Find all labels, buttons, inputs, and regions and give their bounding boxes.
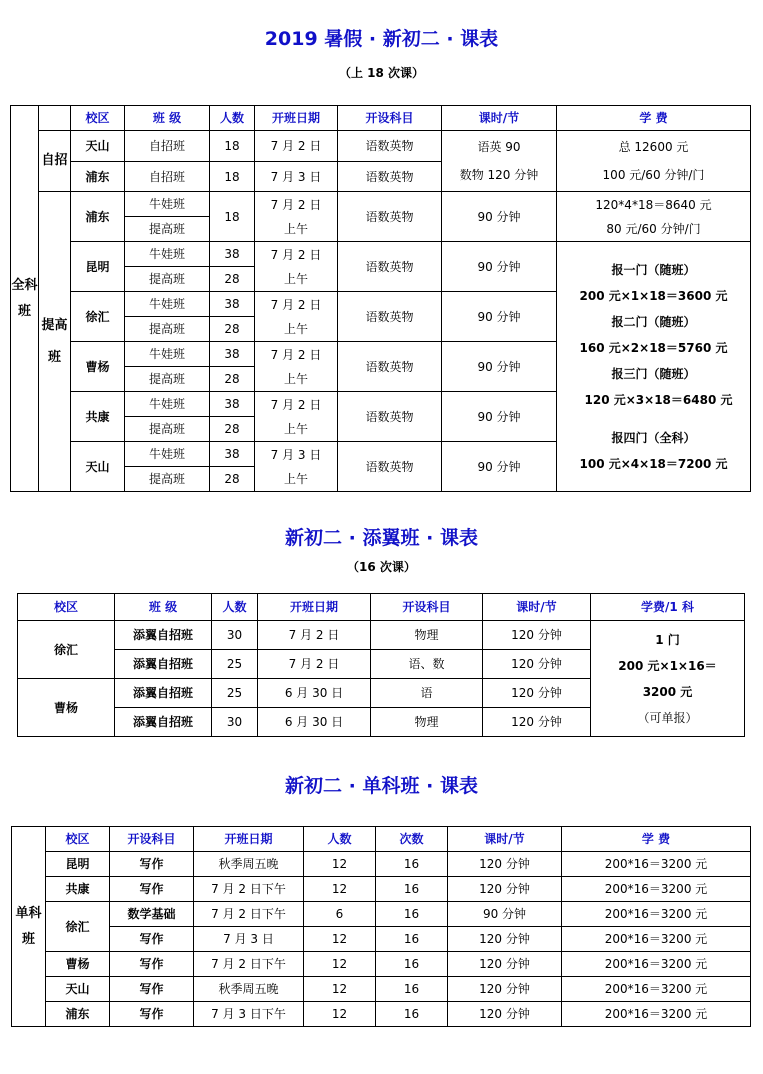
date-cell: 7 月 3 日 [255, 162, 338, 192]
subjects-cell: 语数英物 [338, 392, 442, 442]
count-cell: 18 [210, 131, 255, 162]
date-cell: 7 月 2 日 [255, 131, 338, 162]
subjects-cell: 语数英物 [338, 292, 442, 342]
date-cell [255, 292, 338, 342]
date-line: 7 月 2 日 [270, 247, 322, 262]
fee-cell [557, 131, 751, 192]
header-start-date: 开班日期 [255, 106, 338, 131]
fee-cell: 200*16＝3200 元 [562, 902, 751, 927]
campus-cell: 天山 [71, 131, 125, 162]
class-cell: 牛娃班 [125, 392, 210, 417]
subject-cell: 写作 [110, 977, 194, 1002]
subgroup-label-tigao: 提高班 [39, 192, 71, 492]
fee-line: 120*4*18＝8640 元 [595, 197, 712, 212]
header-campus: 校区 [71, 106, 125, 131]
count-cell: 6 [304, 902, 376, 927]
hours-cell: 120 分钟 [448, 952, 562, 977]
hours-line: 数物 120 分钟 [459, 168, 539, 182]
subject-cell: 写作 [110, 877, 194, 902]
date-cell [255, 442, 338, 492]
fee-line: 总 12600 元 [618, 140, 689, 154]
subject-cell: 写作 [110, 852, 194, 877]
date-cell: 秋季周五晚 [194, 977, 304, 1002]
hours-cell: 90 分钟 [442, 292, 557, 342]
subjects-cell: 语数英物 [338, 442, 442, 492]
header-subjects: 开设科目 [110, 827, 194, 852]
date-line: 7 月 3 日 [270, 447, 322, 462]
header-subjects: 开设科目 [338, 106, 442, 131]
subjects-cell: 语、数 [371, 650, 483, 679]
count-cell: 28 [210, 317, 255, 342]
group-label-single-subject: 单科班 [12, 827, 46, 1027]
header-start-date: 开班日期 [258, 594, 371, 621]
hours-cell: 90 分钟 [448, 902, 562, 927]
subjects-cell: 语数英物 [338, 192, 442, 242]
class-cell: 添翼自招班 [115, 621, 212, 650]
class-cell: 提高班 [125, 467, 210, 492]
count-cell: 12 [304, 1002, 376, 1027]
date-cell: 7 月 2 日下午 [194, 902, 304, 927]
fee-cell: 200*16＝3200 元 [562, 952, 751, 977]
date-cell: 7 月 2 日下午 [194, 952, 304, 977]
campus-cell: 曹杨 [46, 952, 110, 977]
header-hours: 课时/节 [448, 827, 562, 852]
date-line: 上午 [283, 371, 308, 386]
fee-cell: 200*16＝3200 元 [562, 1002, 751, 1027]
hours-cell: 90 分钟 [442, 192, 557, 242]
hours-cell: 120 分钟 [483, 679, 591, 708]
class-cell: 提高班 [125, 267, 210, 292]
count-cell: 12 [304, 927, 376, 952]
class-cell: 提高班 [125, 317, 210, 342]
date-cell [255, 242, 338, 292]
header-subjects: 开设科目 [371, 594, 483, 621]
full-subject-schedule-table [10, 105, 751, 492]
count-cell: 28 [210, 267, 255, 292]
header-hours: 课时/节 [442, 106, 557, 131]
campus-cell: 天山 [46, 977, 110, 1002]
header-blank [39, 106, 71, 131]
fee-cell: 200*16＝3200 元 [562, 977, 751, 1002]
fee-line: 80 元/60 分钟/门 [606, 221, 701, 236]
count-cell: 25 [212, 679, 258, 708]
subjects-cell: 语数英物 [338, 342, 442, 392]
count-cell: 38 [210, 442, 255, 467]
fee-line: 200 元×1×16＝ [618, 658, 717, 673]
hours-cell: 120 分钟 [483, 621, 591, 650]
count-cell: 28 [210, 467, 255, 492]
section1-title: 2019 暑假 · 新初二 · 课表 [264, 28, 499, 50]
class-cell: 牛娃班 [125, 242, 210, 267]
count-cell: 38 [210, 292, 255, 317]
campus-cell: 徐汇 [18, 621, 115, 679]
fee-line: 100 元×4×18＝7200 元 [579, 456, 728, 471]
header-start-date: 开班日期 [194, 827, 304, 852]
hours-line: 语英 90 [477, 140, 521, 154]
date-line: 上午 [283, 221, 308, 236]
fee-cell: 200*16＝3200 元 [562, 852, 751, 877]
hours-cell: 120 分钟 [448, 852, 562, 877]
class-cell: 添翼自招班 [115, 708, 212, 737]
campus-cell: 曹杨 [18, 679, 115, 737]
campus-cell: 徐汇 [71, 292, 125, 342]
class-cell: 自招班 [125, 131, 210, 162]
subjects-cell: 语数英物 [338, 162, 442, 192]
count-cell: 18 [210, 192, 255, 242]
hours-cell: 90 分钟 [442, 392, 557, 442]
section2-title: 新初二 · 添翼班 · 课表 [285, 527, 478, 549]
class-cell: 牛娃班 [125, 292, 210, 317]
header-campus: 校区 [46, 827, 110, 852]
header-fee: 学费/1 科 [591, 594, 745, 621]
fee-line: 1 门 [655, 632, 680, 647]
count-cell: 12 [304, 952, 376, 977]
hours-cell: 120 分钟 [448, 977, 562, 1002]
date-line: 上午 [283, 421, 308, 436]
date-cell: 7 月 2 日 [258, 650, 371, 679]
hours-cell: 120 分钟 [483, 650, 591, 679]
header-hours: 课时/节 [483, 594, 591, 621]
class-cell: 添翼自招班 [115, 679, 212, 708]
count-cell: 12 [304, 977, 376, 1002]
class-cell: 添翼自招班 [115, 650, 212, 679]
fee-line: 160 元×2×18＝5760 元 [579, 340, 728, 355]
fee-line: 120 元×3×18＝6480 元 [584, 392, 733, 407]
date-cell: 7 月 3 日 [194, 927, 304, 952]
times-cell: 16 [376, 927, 448, 952]
fee-line: 100 元/60 分钟/门 [602, 168, 705, 182]
count-cell: 30 [212, 621, 258, 650]
times-cell: 16 [376, 877, 448, 902]
fee-line: 报三门（随班） [611, 366, 696, 381]
count-cell: 12 [304, 877, 376, 902]
fee-cell: 200*16＝3200 元 [562, 877, 751, 902]
fee-line: （可单报） [637, 710, 698, 725]
hours-cell: 120 分钟 [448, 927, 562, 952]
header-count: 人数 [212, 594, 258, 621]
subject-cell: 写作 [110, 952, 194, 977]
fee-cell [557, 192, 751, 242]
campus-cell: 浦东 [46, 1002, 110, 1027]
header-fee: 学 费 [557, 106, 751, 131]
campus-cell: 昆明 [71, 242, 125, 292]
times-cell: 16 [376, 902, 448, 927]
fee-line: 报四门（全科） [611, 430, 696, 445]
class-cell: 牛娃班 [125, 192, 210, 217]
section3-title: 新初二 · 单科班 · 课表 [285, 775, 478, 797]
header-count: 人数 [304, 827, 376, 852]
header-class: 班 级 [125, 106, 210, 131]
hours-cell [442, 131, 557, 192]
header-class: 班 级 [115, 594, 212, 621]
fee-line: 报二门（随班） [611, 314, 696, 329]
campus-cell: 昆明 [46, 852, 110, 877]
fee-cell: 200*16＝3200 元 [562, 927, 751, 952]
class-cell: 提高班 [125, 417, 210, 442]
date-cell [255, 192, 338, 242]
subjects-cell: 语数英物 [338, 131, 442, 162]
count-cell: 28 [210, 417, 255, 442]
campus-cell: 天山 [71, 442, 125, 492]
times-cell: 16 [376, 977, 448, 1002]
date-line: 7 月 2 日 [270, 297, 322, 312]
subjects-cell: 语数英物 [338, 242, 442, 292]
count-cell: 30 [212, 708, 258, 737]
times-cell: 16 [376, 952, 448, 977]
campus-cell: 徐汇 [46, 902, 110, 952]
count-cell: 18 [210, 162, 255, 192]
hours-cell: 90 分钟 [442, 242, 557, 292]
class-cell: 自招班 [125, 162, 210, 192]
date-cell: 7 月 3 日下午 [194, 1002, 304, 1027]
subject-cell: 写作 [110, 927, 194, 952]
class-cell: 提高班 [125, 367, 210, 392]
fee-line: 3200 元 [642, 684, 693, 699]
hours-cell: 90 分钟 [442, 342, 557, 392]
subgroup-label-zizhao: 自招 [39, 131, 71, 192]
hours-cell: 120 分钟 [483, 708, 591, 737]
subject-cell: 写作 [110, 1002, 194, 1027]
campus-cell: 浦东 [71, 192, 125, 242]
date-cell [255, 342, 338, 392]
group-label-full-subject: 全科班 [11, 106, 39, 492]
header-fee: 学 费 [562, 827, 751, 852]
hours-cell: 120 分钟 [448, 1002, 562, 1027]
subjects-cell: 语 [371, 679, 483, 708]
campus-cell: 浦东 [71, 162, 125, 192]
date-cell: 6 月 30 日 [258, 679, 371, 708]
fee-line: 200 元×1×18＝3600 元 [579, 288, 728, 303]
header-count: 人数 [210, 106, 255, 131]
subject-cell: 数学基础 [110, 902, 194, 927]
count-cell: 25 [212, 650, 258, 679]
date-cell: 7 月 2 日下午 [194, 877, 304, 902]
tigao-fee-cell [557, 242, 751, 492]
tianyi-fee-cell [591, 621, 745, 737]
times-cell: 16 [376, 852, 448, 877]
date-cell: 6 月 30 日 [258, 708, 371, 737]
date-line: 上午 [283, 271, 308, 286]
count-cell: 38 [210, 392, 255, 417]
times-cell: 16 [376, 1002, 448, 1027]
header-times: 次数 [376, 827, 448, 852]
hours-cell: 120 分钟 [448, 877, 562, 902]
count-cell: 28 [210, 367, 255, 392]
single-subject-schedule-table [11, 826, 751, 1027]
date-line: 7 月 2 日 [270, 197, 322, 212]
date-line: 7 月 2 日 [270, 397, 322, 412]
fee-line: 报一门（随班） [611, 262, 696, 277]
tianyi-schedule-table [17, 593, 745, 737]
class-cell: 牛娃班 [125, 342, 210, 367]
subjects-cell: 物理 [371, 621, 483, 650]
class-cell: 提高班 [125, 217, 210, 242]
date-cell: 秋季周五晚 [194, 852, 304, 877]
date-line: 上午 [283, 471, 308, 486]
date-line: 7 月 2 日 [270, 347, 322, 362]
campus-cell: 曹杨 [71, 342, 125, 392]
hours-cell: 90 分钟 [442, 442, 557, 492]
date-line: 上午 [283, 321, 308, 336]
subjects-cell: 物理 [371, 708, 483, 737]
count-cell: 12 [304, 852, 376, 877]
class-cell: 牛娃班 [125, 442, 210, 467]
section1-subtitle: （上 18 次课） [338, 66, 425, 80]
campus-cell: 共康 [71, 392, 125, 442]
date-cell: 7 月 2 日 [258, 621, 371, 650]
count-cell: 38 [210, 242, 255, 267]
date-cell [255, 392, 338, 442]
section2-subtitle: （16 次课） [347, 560, 416, 574]
header-campus: 校区 [18, 594, 115, 621]
count-cell: 38 [210, 342, 255, 367]
campus-cell: 共康 [46, 877, 110, 902]
